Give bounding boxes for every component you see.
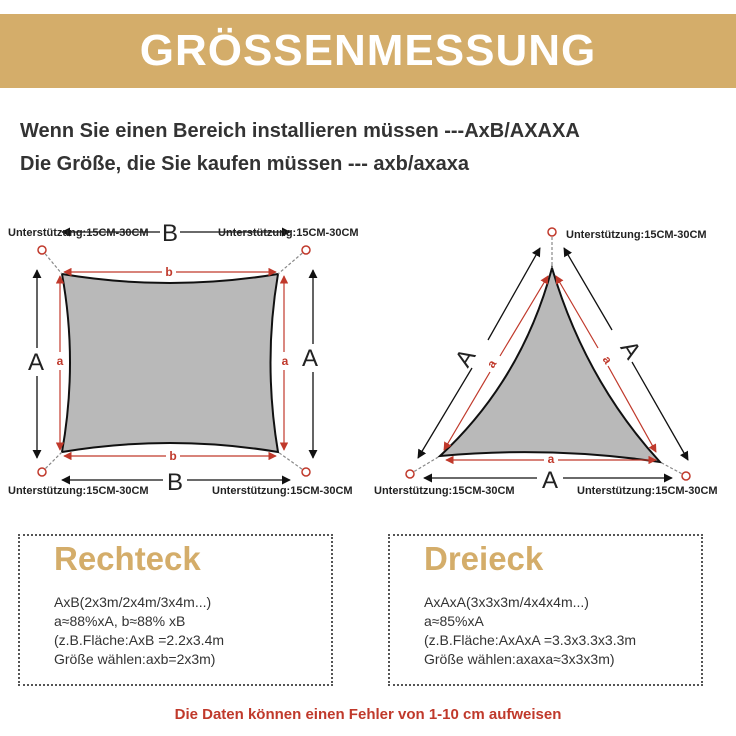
anchor-point-left bbox=[406, 470, 414, 478]
support-label-tr: Unterstützung:15CM-30CM bbox=[218, 227, 359, 239]
rectangle-info-line: (z.B.Fläche:AxB =2.2x3.4m bbox=[54, 632, 225, 648]
rectangle-box-title: Rechteck bbox=[54, 540, 201, 577]
support-label-top: Unterstützung:15CM-30CM bbox=[566, 229, 707, 241]
support-label-right: Unterstützung:15CM-30CM bbox=[577, 485, 718, 497]
support-label-tl: Unterstützung:15CM-30CM bbox=[8, 227, 149, 239]
outer-label-B-top: B bbox=[161, 220, 179, 247]
rectangle-info-line: AxB(2x3m/2x4m/3x4m...) bbox=[54, 594, 212, 610]
rectangle-info-line: Größe wählen:axb=2x3m) bbox=[54, 651, 216, 667]
inner-label-a-left: a bbox=[483, 357, 500, 371]
corner-rope-left bbox=[410, 456, 440, 474]
rectangle-diagram bbox=[8, 220, 359, 497]
inner-label-a-right: a bbox=[599, 353, 616, 367]
triangle-info-line: AxAxA(3x3x3m/4x4x4m...) bbox=[424, 594, 589, 610]
rectangle-info-box bbox=[18, 534, 333, 686]
anchor-point-br bbox=[302, 468, 310, 476]
inner-label-a-bottom: a bbox=[547, 452, 555, 466]
triangle-info-line: (z.B.Fläche:AxAxA =3.3x3.3x3.3m bbox=[424, 632, 637, 648]
support-label-br: Unterstützung:15CM-30CM bbox=[212, 485, 353, 497]
triangle-info-line: Größe wählen:axaxa≈3x3x3m) bbox=[424, 651, 615, 667]
outer-label-A-right: A bbox=[301, 345, 319, 372]
inner-label-b-bottom: b bbox=[169, 449, 177, 463]
triangle-diagram bbox=[374, 228, 718, 497]
outer-label-A-left: A bbox=[449, 344, 482, 372]
page-title: GRÖSSENMESSUNG bbox=[139, 26, 597, 75]
anchor-point-right bbox=[682, 472, 690, 480]
anchor-point-tl bbox=[38, 246, 46, 254]
triangle-info-box bbox=[388, 534, 703, 686]
support-label-bl: Unterstützung:15CM-30CM bbox=[8, 485, 149, 497]
triangle-box-title: Dreieck bbox=[424, 540, 544, 577]
corner-rope-br bbox=[278, 452, 306, 472]
anchor-point-tr bbox=[302, 246, 310, 254]
intro-line-purchase: Die Größe, die Sie kaufen müssen --- axb/axaxa bbox=[20, 153, 470, 175]
triangle-info-line: a≈85%xA bbox=[424, 613, 484, 629]
outer-label-A-right: A bbox=[614, 336, 647, 364]
rectangle-shade-sail bbox=[62, 274, 278, 452]
outer-label-A-bottom: A bbox=[541, 467, 559, 494]
outer-label-A-left: A bbox=[27, 349, 45, 376]
dimension-arrow-A-right-upper bbox=[564, 248, 612, 330]
measurement-error-note: Die Daten können einen Fehler von 1-10 cm aufweisen bbox=[174, 706, 562, 723]
anchor-point-bl bbox=[38, 468, 46, 476]
corner-rope-tr bbox=[278, 250, 306, 274]
inner-label-a-left: a bbox=[56, 354, 64, 368]
intro-line-area: Wenn Sie einen Bereich installieren müssen ---AxB/AXAXA bbox=[20, 120, 580, 142]
outer-label-B-bottom: B bbox=[166, 469, 184, 496]
inner-label-a-right: a bbox=[281, 354, 289, 368]
anchor-point-top bbox=[548, 228, 556, 236]
support-label-left: Unterstützung:15CM-30CM bbox=[374, 485, 515, 497]
inner-label-b-top: b bbox=[165, 265, 173, 279]
rectangle-info-line: a≈88%xA, b≈88% xB bbox=[54, 613, 186, 629]
